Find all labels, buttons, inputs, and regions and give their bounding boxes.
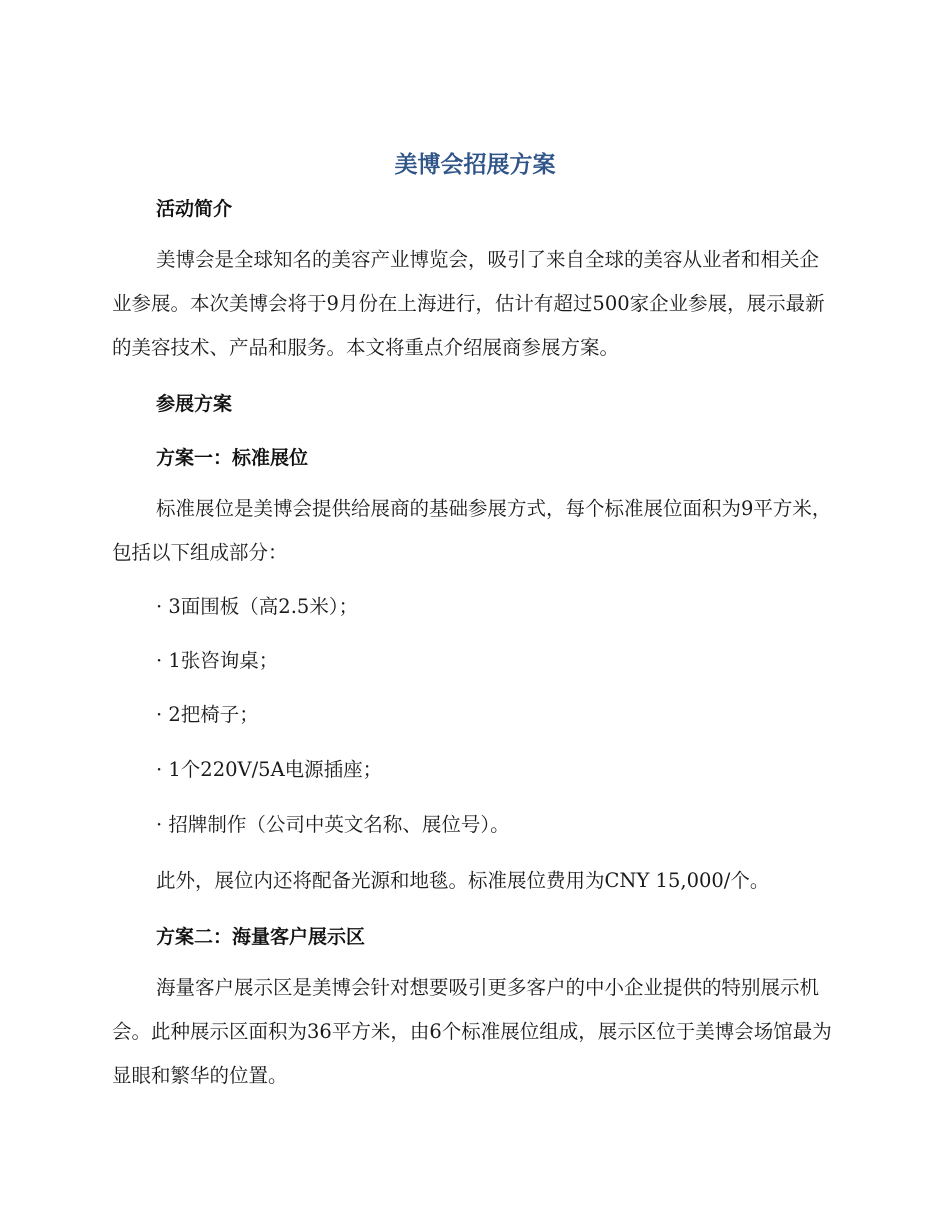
plan-one-heading: 方案一：标准展位 xyxy=(156,447,309,469)
plan-one-item: · 1个220V/5A电源插座； xyxy=(156,758,383,781)
plan-one-item: · 招牌制作（公司中英文名称、展位号）。 xyxy=(156,813,510,836)
plan-one-item: · 2把椅子； xyxy=(156,703,259,726)
plan-two-paragraph: 海量客户展示区是美博会针对想要吸引更多客户的中小企业提供的特别展示机会。此种展示区面积为36平方米，由6个标准展位组成，展示区位于美博会场馆最为显眼和繁华的位置。 xyxy=(112,976,832,1087)
plan-one-paragraph: 标准展位是美博会提供给展商的基础参展方式，每个标准展位面积为9平方米，包括以下组成部分： xyxy=(112,497,832,564)
intro-paragraph: 美博会是全球知名的美容产业博览会，吸引了来自全球的美容从业者和相关企业参展。本次美博会将于9月份在上海进行，估计有超过500家企业参展，展示最新的美容技术、产品和服务。本文将重点介绍展商参展方案。 xyxy=(112,248,825,359)
section-heading-intro: 活动简介 xyxy=(156,198,233,220)
section-heading-plans: 参展方案 xyxy=(156,393,233,415)
plan-one-item: · 3面围板（高2.5米）； xyxy=(156,595,359,618)
document-title: 美博会招展方案 xyxy=(394,152,556,178)
plan-two-heading: 方案二：海量客户展示区 xyxy=(156,926,366,948)
plan-one-item: · 1张咨询桌； xyxy=(156,649,279,672)
plan-one-note: 此外，展位内还将配备光源和地毯。标准展位费用为CNY 15,000/个。 xyxy=(156,869,770,892)
